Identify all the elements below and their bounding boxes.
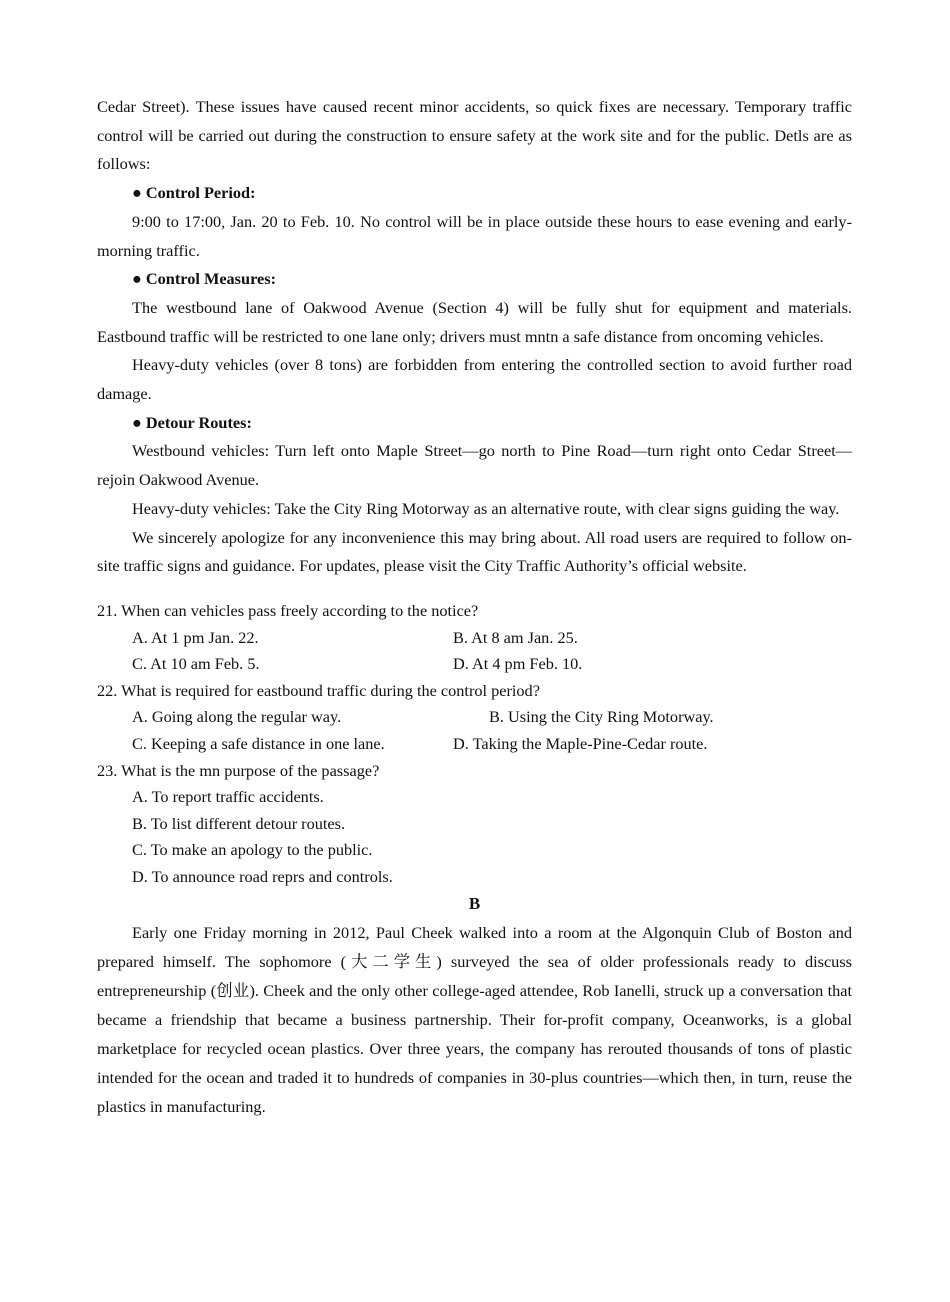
section-spacer [97, 581, 852, 598]
question-21 [97, 598, 852, 678]
options-grid [97, 731, 852, 758]
option-d: D. Taking the Maple-Pine-Cedar route. [453, 733, 708, 753]
detour-paragraph-1: Westbound vehicles: Turn left onto Maple Street—go north to Pine Road—turn right onto Cedar Street—rejoin Oakwood Avenue. [97, 441, 852, 490]
control-measures-paragraph-2: Heavy-duty vehicles (over 8 tons) are forbidden from entering the controlled section to avoid further road damage. [97, 355, 852, 404]
option-c: C. Keeping a safe distance in one lane. [132, 733, 385, 753]
question-stem: 23. What is the mn purpose of the passage? [97, 760, 380, 780]
detour-paragraph-2: Heavy-duty vehicles: Take the City Ring Motorway as an alternative route, with clear signs guiding the way. [132, 498, 840, 518]
option-d: D. At 4 pm Feb. 10. [453, 654, 583, 674]
option-a: A. To report traffic accidents. [132, 787, 324, 807]
question-stem: 22. What is required for eastbound traffic during the control period? [97, 680, 540, 700]
detour-routes-heading: ● Detour Routes: [132, 412, 252, 432]
option-b: B. To list different detour routes. [132, 813, 346, 833]
control-measures-paragraph-1: The westbound lane of Oakwood Avenue (Section 4) will be fully shut for equipment and materials. Eastbound traffic will be restricted to one lane only; drivers must mntn a safe distance from oncoming vehicles. [97, 297, 852, 346]
option-b: B. At 8 am Jan. 25. [453, 627, 578, 647]
notice-intro-paragraph: Cedar Street). These issues have caused recent minor accidents, so quick fixes are necessary. Temporary traffic control will be carried out during the construction to ensure safety at the work site and for the public. Detls are as follows: [97, 97, 852, 174]
option-a: A. At 1 pm Jan. 22. [132, 627, 259, 647]
question-stem: 21. When can vehicles pass freely according to the notice? [97, 600, 479, 620]
options-grid [97, 704, 852, 731]
options-grid [97, 625, 852, 678]
document-page [97, 93, 852, 1121]
option-a: A. Going along the regular way. [132, 707, 342, 727]
control-measures-heading: ● Control Measures: [132, 269, 276, 289]
section-b-title: B [468, 894, 481, 914]
option-b: B. Using the City Ring Motorway. [489, 707, 714, 727]
question-22 [97, 678, 852, 758]
question-23 [97, 758, 852, 891]
control-period-paragraph: 9:00 to 17:00, Jan. 20 to Feb. 10. No control will be in place outside these hours to ease evening and early-morning traffic. [97, 211, 852, 260]
option-d: D. To announce road reprs and controls. [132, 866, 393, 886]
closing-paragraph: We sincerely apologize for any inconvenience this may bring about. All road users are required to follow on-site traffic signs and guidance. For updates, please visit the City Traffic Authority’s official website. [97, 527, 852, 576]
section-b-paragraph: Early one Friday morning in 2012, Paul Cheek walked into a room at the Algonquin Club of Boston and prepared himself. The sophomore (大二学生) surveyed the sea of older professionals ready to discuss entrepreneurship (创业). Cheek and the only other college-aged attendee, Rob Ianelli, struck up a conversation that became a friendship that became a business partnership. Their for-profit company, Oceanworks, is a global marketplace for recycled ocean plastics. Over three years, the company has rerouted thousands of tons of plastic intended for the ocean and traded it to hundreds of companies in 30-plus countries—which then, in turn, reuse the plastics in manufacturing. [97, 923, 852, 1117]
option-c: C. To make an apology to the public. [132, 840, 373, 860]
option-c: C. At 10 am Feb. 5. [132, 654, 260, 674]
section-b-passage [97, 918, 852, 1121]
control-period-heading: ● Control Period: [132, 183, 256, 203]
